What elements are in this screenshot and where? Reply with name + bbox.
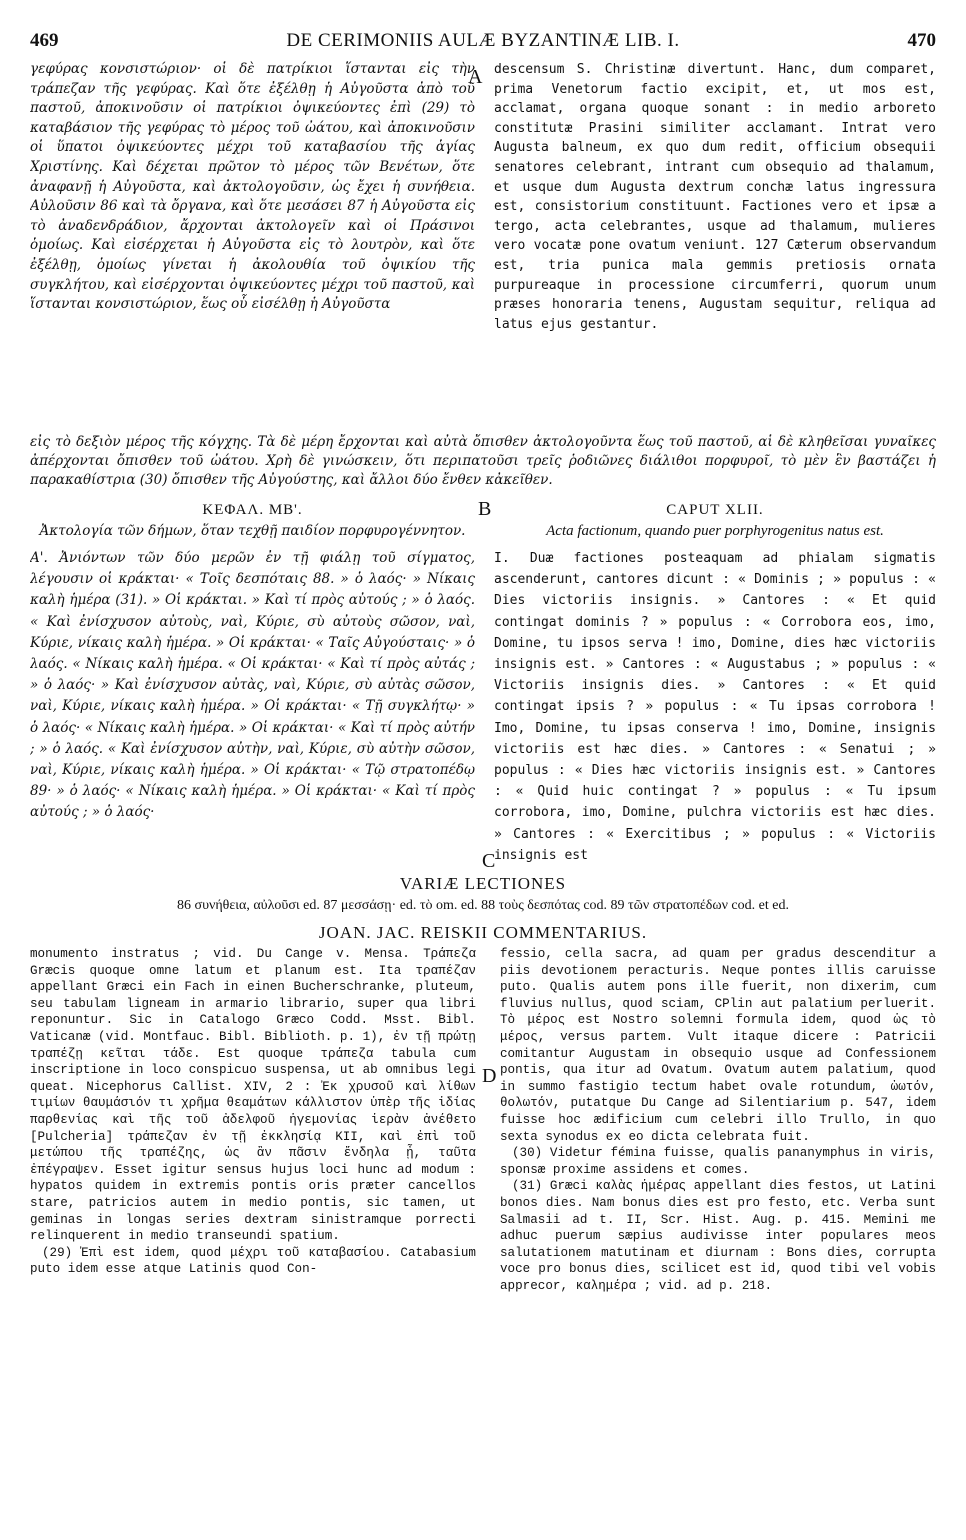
- commentary-note-29: (29) Ἐπὶ est idem, quod μέχρι τοῦ καταβασίου. Catabasium puto idem esse atque Latinis quod Con-: [30, 1245, 476, 1277]
- variae-lectiones-heading: VARIÆ LECTIONES: [399, 874, 567, 894]
- greek-chapter-body: Α'. Ἀνιόντων τῶν δύο μερῶν ἐν τῇ φιάλῃ τοῦ σίγματος, λέγουσιν οἱ κράκται· « Τοῖς δεσπόταις 88. » ὁ λαός· » Νίκαις καλὴ ἡμέρα (31). » Οἱ κράκται. » Καὶ τί πρὸς αὐτούς ; » ὁ λαός. « Καὶ ἐνίσχυσον αὐτοὺς, ναὶ, Κύριε, σὺ αὐτοὺς σῶσον, ναὶ, Κύριε, νίκαις καλὴ ἡμέρα. » Οἱ κράκται· « Ταῖς Αὐγούσταις· » ὁ λαός. « Νίκαις καλὴ ἡμέρα. « Οἱ κράκται· « Καὶ τί πρὸς αὐτάς ; » ὁ λαός· » Καὶ ἐνίσχυσον αὐτὰς, ναὶ, Κύριε, σὺ αὐτὰς σῶσον, ναὶ, Κύριε, νίκαις καλὴ ἡμέρα. » Οἱ κράκται· « Τῇ συγκλήτῳ· » ὁ λαός· « Νίκαις καλὴ ἡμέρα. » Οἱ κράκται· « Καὶ τί πρὸς αὐτήν ; » ὁ λαός. « Καὶ ἐνίσχυσον αὐτὴν, ναὶ, Κύριε, σὺ αὐτὴν σῶσον, ναὶ, Κύριε, νίκαις καλὴ ἡμέρα. » Οἱ κράκται· « Τῷ στρατοπέδῳ 89· » ὁ λαός· « Νίκαις καλὴ ἡμέρα. » Οἱ κράκται· « Καὶ τί πρὸς αὐτούς ; » ὁ λαός·: [30, 550, 475, 821]
- margin-mark-d: D: [482, 1065, 497, 1088]
- latin-chapter-body: I. Duæ factiones posteaquam ad phialam sigmatis ascenderunt, cantores dicunt : « Dominis ; » populus : « Dies victoriis insignis. » Cantores : « Et quid contingat dominis ? » populus : « Corrobora eos, imo, Domine, tu ipsos serva ! imo, Domine, dies hæc victoriis insignis est. » Cantores : « Augustabus ; » populus : « Victoriis insignis dies. » Cantores : « Et quid contingat ipsis ? » populus : « Tu ipsas corrobora ! Imo, Domine, tu ipsas conserva ! imo, Domine, insignis victoriis est hæc dies. » Cantores : « Senatui ; » populus : « Dies hæc victoriis insignis est. » Cantores : « Quid huic contingat ? » populus : « Tu ipsum corrobora, imo, Domine, pulchra victoriis est hæc dies. » Cantores : « Exercitibus ; » populus : « Victoriis insignis est: [494, 551, 936, 863]
- latin-chapter-title: Acta factionum, quando puer porphyrogenitus natus est.: [546, 523, 884, 539]
- running-header: [30, 30, 936, 60]
- chapter-columns: [30, 494, 936, 872]
- greek-chapter-title: Ἀκτολογία τῶν δήμων, ὅταν τεχθῇ παιδίον πορφυρογέννητον.: [39, 523, 466, 539]
- page-number-right: 470: [907, 30, 936, 51]
- running-title: DE CERIMONIIS AULÆ BYZANTINÆ LIB. I.: [286, 30, 680, 51]
- greek-text-top: γεφύρας κονσιστώριον· οἱ δὲ πατρίκιοι ἵστανται εἰς τὴν τράπεζαν τῆς γεφύρας. Καὶ ὅτε ἐξέλθῃ ἡ Αὐγοῦστα ἀπὸ τοῦ παστοῦ, ἀποκινοῦσιν οἱ πατρίκιοι ὀψικεύοντες ἐπὶ (29) τὸ καταβάσιον τῆς γεφύρας τὸ μέρος τοῦ ὠάτου, καὶ ἀποκινοῦσιν οἱ ὕπατοι ὀψικεύοντες μέχρι τοῦ καταβασίου τῆς ἁγίας Χριστίνης. Καὶ δέχεται πρῶτον τὸ μέρος τῶν Βενέτων, ὅτε ἀναφανῇ ἡ Αὐγοῦστα, καὶ ἀκτολογοῦσιν, ὡς ἔχει ἡ συνήθεια. Αὐλοῦσιν 86 καὶ τὰ ὄργανα, καὶ ὅτε μεσάσει 87 ἡ Αὐγοῦστα εἰς τὸ ἀναδενδράδιον, ἄρχονται ἀκτολογεῖν καὶ οἱ Πράσινοι ὁμοίως. Καὶ εἰσέρχεται ἡ Αὐγοῦστα εἰς τὸ λουτρὸν, καὶ ὅτε ἐξέλθῃ, ὁμοίως γίνεται ἡ ἀκολουθία τοῦ ὀψικίου τῆς συγκλήτου, καὶ εἰσέρχονται ὀψικεύοντες μέχρι τοῦ παστοῦ, καὶ ἵστανται κονσιστώριον, ἕως οὗ εἰσέλθῃ ἡ Αὐγοῦστα: [30, 61, 475, 313]
- commentary-heading: JOAN. JAC. REISKII COMMENTARIUS.: [318, 923, 648, 943]
- variae-lectiones-text: 86 συνήθεια, αὐλοῦσι ed. 87 μεσσάσῃ· ed. τὸ om. ed. 88 τοὺς δεσπότας cod. 89 τῶν στρατοπέδων cod. et ed.: [177, 898, 789, 914]
- greek-chapter-heading: ΚΕΦΑΛ. ΜΒ'.: [202, 502, 303, 518]
- document-page: [30, 30, 936, 1520]
- page-number-left: 469: [30, 30, 59, 51]
- commentary-columns: [30, 946, 936, 1294]
- commentary-note-31: (31) Græci καλὰς ἡμέρας appellant dies festos, ut Latini bonos dies. Nam bonus dies est pro festo, etc. Verba sunt Salmasii ad t. II, Scr. Hist. Aug. p. 415. Memini me adhuc puerum sæpius audivisse inter populares meos salutationem matutinam et diurnam : Bons dies, corrupta voce pro bonus dies, scilicet est id, quod tibi vel vobis apprecor, καλημέρα ; vid. ad p. 218.: [500, 1179, 936, 1293]
- margin-mark-b: B: [478, 498, 492, 520]
- commentary-left-paragraph: monumento instratus ; vid. Du Cange v. Mensa. Τράπεζα Græcis quoque omne latum et planum est. Ita τραπέζαν appellant Græci ein Fach in einen Bucherschranke, pluteum, seu tabulam ligneam in armario librario, super qua libri reponuntur. Sic in Catalogo Græco Codd. Msst. Bibl. Vaticanæ (vid. Montfauc. Bibl. Biblioth. p. 1), ἐν τῇ πρώτῃ τραπέζῃ κεῖται τάδε. Est quoque τράπεζα tabula cum inscriptione in loco conspicuo suspensa, ut ab omnibus legi queat. Nicephorus Callist. XIV, 2 : Ἐκ χρυσοῦ καὶ λίθων τιμίων θαυμάσιόν τι χρῆμα θεαμάτων κάλλιστον ὑπὲρ τῆς ἰδίας παρθενίας καὶ τῆς τοῦ ἀδελφοῦ ἡγεμονίας ἱερὰν ἀνέθετο [Pulcheria] τράπεζαν ἐν τῇ ἐκκλησίᾳ ΚΙΙ, καὶ ἐπὶ τοῦ μετώπου τῆς τραπέζης, ὡς ἂν πᾶσιν ἔνδηλα ᾖ, ταῦτα ἐπέγραψεν. Esset igitur sensus hujus loci hunc ad modum : hypatos quidem in extremis pontis oris præter cancellos stare, patricios autem in medio pontis, sic tamen, ut geminas in longas series dextram sinistramque porrecti relinquerent in medio transeundi spatium.: [30, 947, 476, 1244]
- greek-text-full-width: εἰς τὸ δεξιὸν μέρος τῆς κόγχης. Τὰ δὲ μέρη ἔρχονται καὶ αὐτὰ ὄπισθεν ἀκτολογοῦντα ἕως τοῦ παστοῦ, αἱ δὲ κληθεῖσαι γυναῖκες ἀπέρχονται ὄπισθεν τοῦ ὠάτου. Χρὴ δὲ γινώσκειν, ὅτι περιπατοῦσι τρεῖς ῥοδιῶνες διάλιθοι πορφυροῖ, τὸ μὲν ἓν βαστάζει ἡ παρακαθίστρια (30) ὄπισθεν τῆς Αὐγούστης, καὶ ἄλλοι δύο ἔνθεν κἀκεῖθεν.: [30, 434, 936, 488]
- latin-chapter-heading: CAPUT XLII.: [666, 502, 764, 518]
- latin-text-top: descensum S. Christinæ divertunt. Hanc, dum comparet, prima Venetorum factio excipit, et, ut mos est, acclamat, organa quoque sonant : in medio arboreto constitutæ Prasini similiter acclamant. Intrat vero Augusta balneum, ex quo dum redit, officium obsequii senatores celebrant, intrant cum obsequio ad thalamum, et usque dum Augusta dextrum conchæ latus ingressura est, consistorium constituunt. Factiones vero et ipsæ a tergo, acta celebrantes, usque ad thalamum, mulieres vero vocatæ pone ovatum veniunt. 127 Cæterum observandum est, tria punica mala gemmis pretiosis ornata purpureaque in processione circumferri, quorum unum præses honoraria tenens, Augustam sequitur, reliqua ad latus ejus gestantur.: [494, 62, 936, 332]
- commentary-note-30: (30) Videtur fémina fuisse, qualis pananymphus in viris, sponsæ proxime assidens et comes.: [500, 1146, 936, 1177]
- margin-mark-a: A: [468, 66, 483, 88]
- top-columns: [30, 60, 936, 432]
- commentary-right-paragraph: fessio, cella sacra, ad quam per gradus descenditur a piis devotionem peracturis. Neque pontes illis caruisse puto. Qualis autem pons ille fuerit, non dixerim, cum fluvius nullus, quod sciam, CPlin aut palatium perluerit. Τὸ μέρος est Nostro solemni formula idem, quod ὡς τὸ μέρος, versus partem. Vult itaque dicere : Patricii comitantur Augustam in obsequio usque ad Confessionem pontis, qua itur ad Ovatum. Ovatum autem palatium, quod in summo fastigio tectum habet ovale rotundum, ὠωτόν, θολωτόν, putatque Du Cange ad Silentiarium p. 547, idem fuisse hoc ædificium cum celebri illo Trullo, in quo sexta synodus ex eo dicta celebrata fuit.: [500, 947, 936, 1144]
- margin-mark-c: C: [482, 850, 496, 872]
